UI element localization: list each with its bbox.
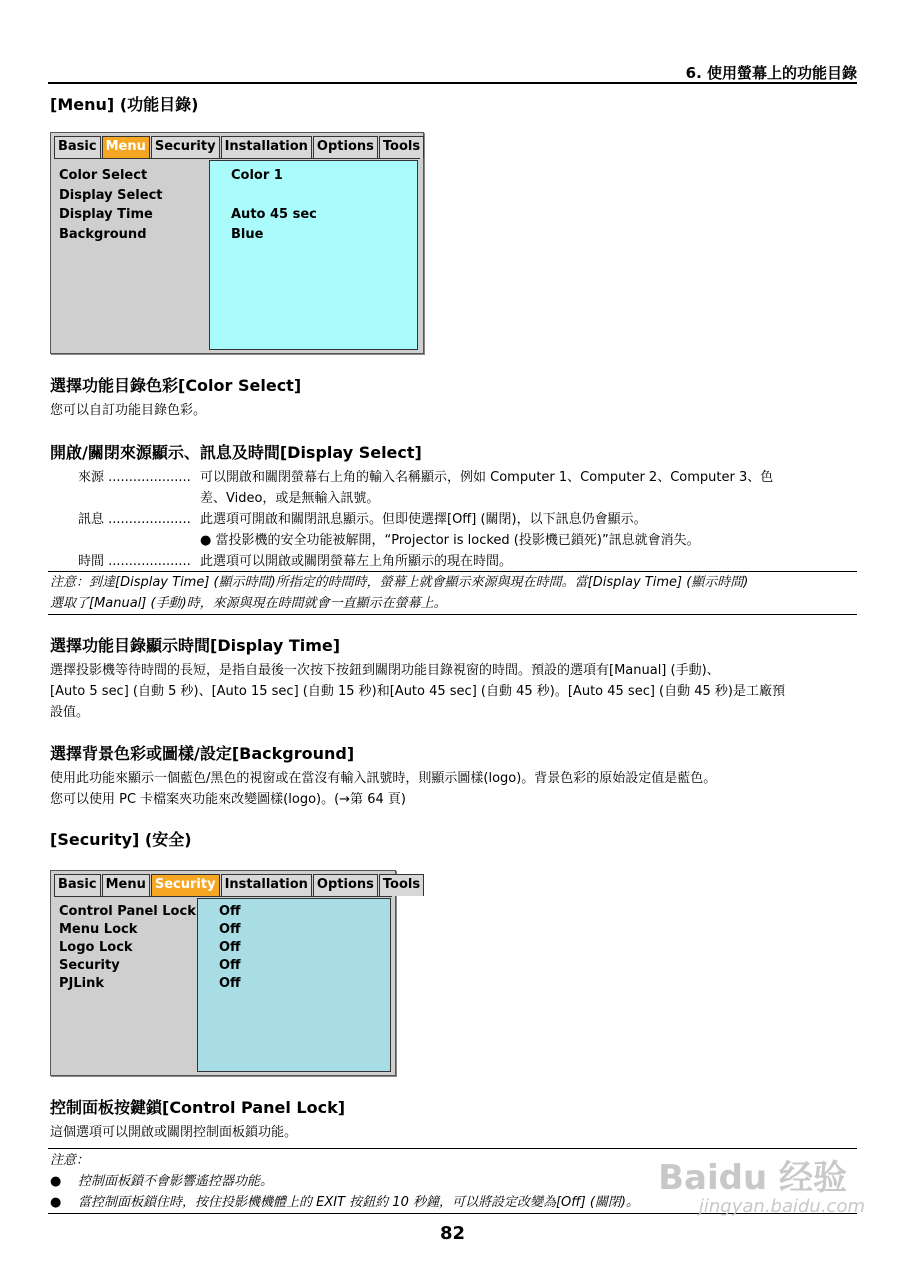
security-item-list xyxy=(59,903,196,993)
display-select-label-time: 時間 .................... xyxy=(78,554,191,569)
tab-tools[interactable]: Tools xyxy=(379,136,424,158)
value-display-time: Auto 45 sec xyxy=(231,207,317,222)
menu-window xyxy=(50,132,424,354)
display-select-title: 開啟/關閉來源顯示、訊息及時間[Display Select] xyxy=(50,443,422,462)
value-color-select: Color 1 xyxy=(231,168,283,183)
display-select-label-message: 訊息 .................... xyxy=(78,512,191,527)
tab-menu[interactable]: Menu xyxy=(102,136,150,158)
control-panel-lock-body: 這個選項可以開啟或關閉控制面板鎖功能。 xyxy=(50,1125,298,1140)
display-time-line3: 設值。 xyxy=(50,705,90,720)
tab-options[interactable]: Options xyxy=(313,874,378,896)
tab-installation[interactable]: Installation xyxy=(221,136,312,158)
color-select-body: 您可以自訂功能目錄色彩。 xyxy=(50,403,207,418)
baidu-watermark: Baidu 经验 xyxy=(658,1158,847,1198)
security-value-list xyxy=(219,903,241,993)
display-select-text-source: 可以開啟和關閉螢幕右上角的輸入名稱顯示，例如 Computer 1、Computer 2、Computer 3、色 xyxy=(200,470,774,485)
page-number: 82 xyxy=(439,1223,466,1244)
value-menu-lock: Off xyxy=(219,922,241,937)
cpl-note-label: 注意： xyxy=(50,1153,90,1168)
security-item-control-panel-lock[interactable]: Control Panel Lock xyxy=(59,904,196,919)
menu-section-title: [Menu] (功能目錄) xyxy=(50,95,199,114)
display-select-text-source-cont: 差、Video，或是無輸入訊號。 xyxy=(200,491,380,506)
chapter-header: 6. 使用螢幕上的功能目錄 xyxy=(685,64,857,82)
display-select-text-time: 此選項可以開啟或關閉螢幕左上角所顯示的現在時間。 xyxy=(200,554,513,569)
tab-basic[interactable]: Basic xyxy=(54,136,101,158)
menu-tab-bar xyxy=(54,136,425,158)
tab-options[interactable]: Options xyxy=(313,136,378,158)
color-select-title: 選擇功能目錄色彩[Color Select] xyxy=(50,376,302,395)
menu-item-list xyxy=(59,166,163,244)
tab-basic[interactable]: Basic xyxy=(54,874,101,896)
display-select-note-line1: 注意：到達[Display Time] (顯示時間)所指定的時間時，螢幕上就會顯示來源與現在時間。當[Display Time] (顯示時間) xyxy=(50,575,749,590)
background-line1: 使用此功能來顯示一個藍色/黑色的視窗或在當沒有輸入訊號時，則顯示圖樣(logo)。背景色彩的原始設定值是藍色。 xyxy=(50,771,717,786)
tab-divider xyxy=(54,158,420,159)
security-item-menu-lock[interactable]: Menu Lock xyxy=(59,922,138,937)
cpl-note-bullet-2: ● xyxy=(50,1195,62,1210)
cpl-note-2: 當控制面板鎖住時，按住投影機機體上的 EXIT 按鈕約 10 秒鐘，可以將設定改變為[Off] (關閉)。 xyxy=(78,1195,639,1210)
security-tab-bar xyxy=(54,874,425,896)
display-time-line2: [Auto 5 sec] (自動 5 秒)、[Auto 15 sec] (自動 15 秒)和[Auto 45 sec] (自動 45 秒)。[Auto 45 sec] (自動 45 秒)是工廠預 xyxy=(50,684,785,699)
display-time-line1: 選擇投影機等待時間的長短，是指自最後一次按下按鈕到關閉功能目錄視窗的時間。預設的選項有[Manual] (手動)、 xyxy=(50,663,720,678)
cpl-note-bullet-1: ● xyxy=(50,1174,62,1189)
value-logo-lock: Off xyxy=(219,940,241,955)
tab-security[interactable]: Security xyxy=(151,136,220,158)
menu-item-display-select[interactable]: Display Select xyxy=(59,187,163,203)
value-control-panel-lock: Off xyxy=(219,904,241,919)
value-display-select xyxy=(231,186,317,206)
menu-item-color-select[interactable]: Color Select xyxy=(59,168,148,183)
security-section-title: [Security] (安全) xyxy=(50,830,192,849)
background-title: 選擇背景色彩或圖樣/設定[Background] xyxy=(50,744,355,763)
baidu-watermark-url: jingyan.baidu.com xyxy=(698,1196,865,1217)
menu-item-display-time[interactable]: Display Time xyxy=(59,207,153,222)
tab-security[interactable]: Security xyxy=(151,874,220,896)
cpl-note-top-rule xyxy=(48,1148,857,1149)
menu-value-list xyxy=(231,166,317,244)
display-time-title: 選擇功能目錄顯示時間[Display Time] xyxy=(50,636,341,655)
tab-divider xyxy=(54,896,392,897)
menu-item-background[interactable]: Background xyxy=(59,226,147,242)
display-select-text-bullet: ● 當投影機的安全功能被解開，“Projector is locked (投影機已鎖死)”訊息就會消失。 xyxy=(200,533,700,548)
display-select-note-line2: 選取了[Manual] (手動)時，來源與現在時間就會一直顯示在螢幕上。 xyxy=(50,596,447,611)
tab-menu[interactable]: Menu xyxy=(102,874,150,896)
control-panel-lock-title: 控制面板按鍵鎖[Control Panel Lock] xyxy=(50,1098,346,1117)
security-window xyxy=(50,870,421,1076)
value-pjlink: Off xyxy=(219,976,241,991)
security-item-pjlink[interactable]: PJLink xyxy=(59,976,105,991)
value-background: Blue xyxy=(231,226,264,242)
display-select-label-source: 來源 .................... xyxy=(78,470,191,485)
security-item-security[interactable]: Security xyxy=(59,958,120,973)
display-select-text-message: 此選項可開啟和關閉訊息顯示。但即使選擇[Off] (關閉)，以下訊息仍會顯示。 xyxy=(200,512,647,527)
security-item-logo-lock[interactable]: Logo Lock xyxy=(59,940,133,955)
note-bottom-rule xyxy=(48,614,857,615)
tab-tools[interactable]: Tools xyxy=(379,874,424,896)
header-rule xyxy=(48,82,857,84)
value-security: Off xyxy=(219,958,241,973)
cpl-note-1: 控制面板鎖不會影響遙控器功能。 xyxy=(78,1174,274,1189)
tab-installation[interactable]: Installation xyxy=(221,874,312,896)
background-line2: 您可以使用 PC 卡檔案夾功能來改變圖樣(logo)。(→第 64 頁) xyxy=(50,792,406,807)
